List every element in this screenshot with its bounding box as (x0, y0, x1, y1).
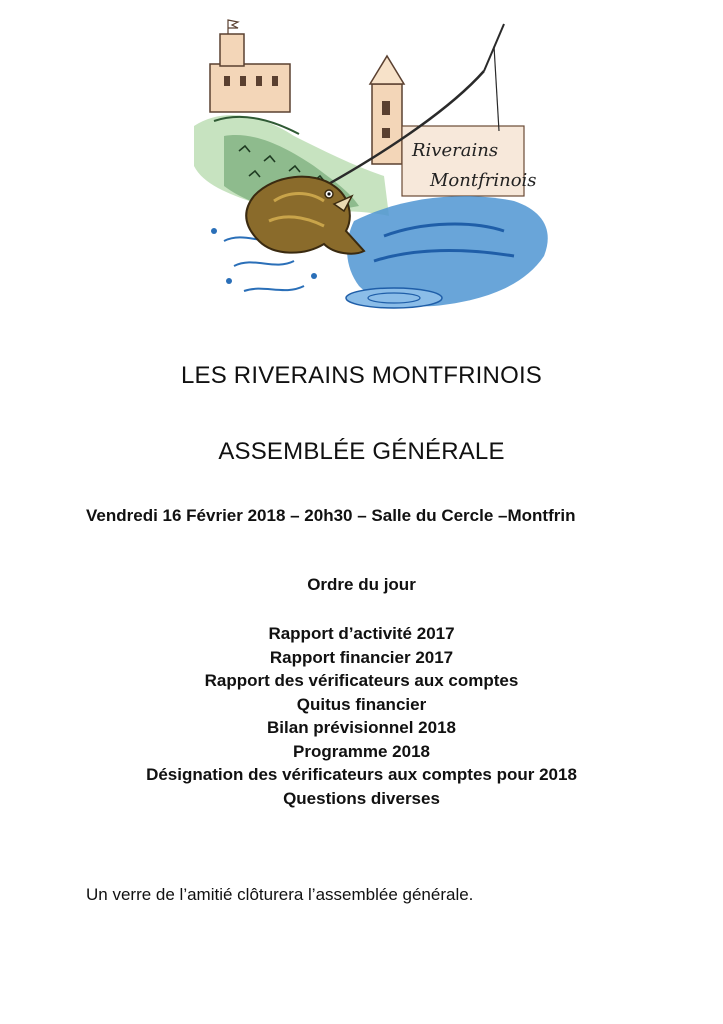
agenda-item: Désignation des vérificateurs aux comptes pour 2018 (146, 765, 577, 784)
meeting-title: ASSEMBLÉE GÉNÉRALE (218, 438, 505, 465)
logo-text-line-1: Riverains (412, 140, 499, 161)
agenda-item: Rapport financier 2017 (269, 647, 454, 667)
closing-note: Un verre de l’amitié clôturera l’assemblée générale. (86, 885, 474, 904)
meeting-details: Vendredi 16 Février 2018 – 20h30 – Salle du Cercle –Montfrin (86, 506, 576, 525)
association-title: LES RIVERAINS MONTFRINOIS (180, 362, 543, 389)
agenda-item: Programme 2018 (292, 741, 431, 761)
logo-text-line-2: Montfrinois (430, 170, 537, 191)
agenda-heading: Ordre du jour (307, 575, 416, 594)
agenda-list (0, 622, 723, 810)
agenda-item: Bilan prévisionnel 2018 (267, 718, 456, 737)
agenda-item: Rapport des vérificateurs aux comptes (204, 671, 519, 690)
logo-drawing (184, 16, 564, 316)
riverains-logo (184, 16, 564, 316)
agenda-item: Rapport d’activité 2017 (268, 624, 455, 643)
agenda-item: Questions diverses (283, 788, 440, 808)
agenda-item: Quitus financier (296, 694, 427, 714)
